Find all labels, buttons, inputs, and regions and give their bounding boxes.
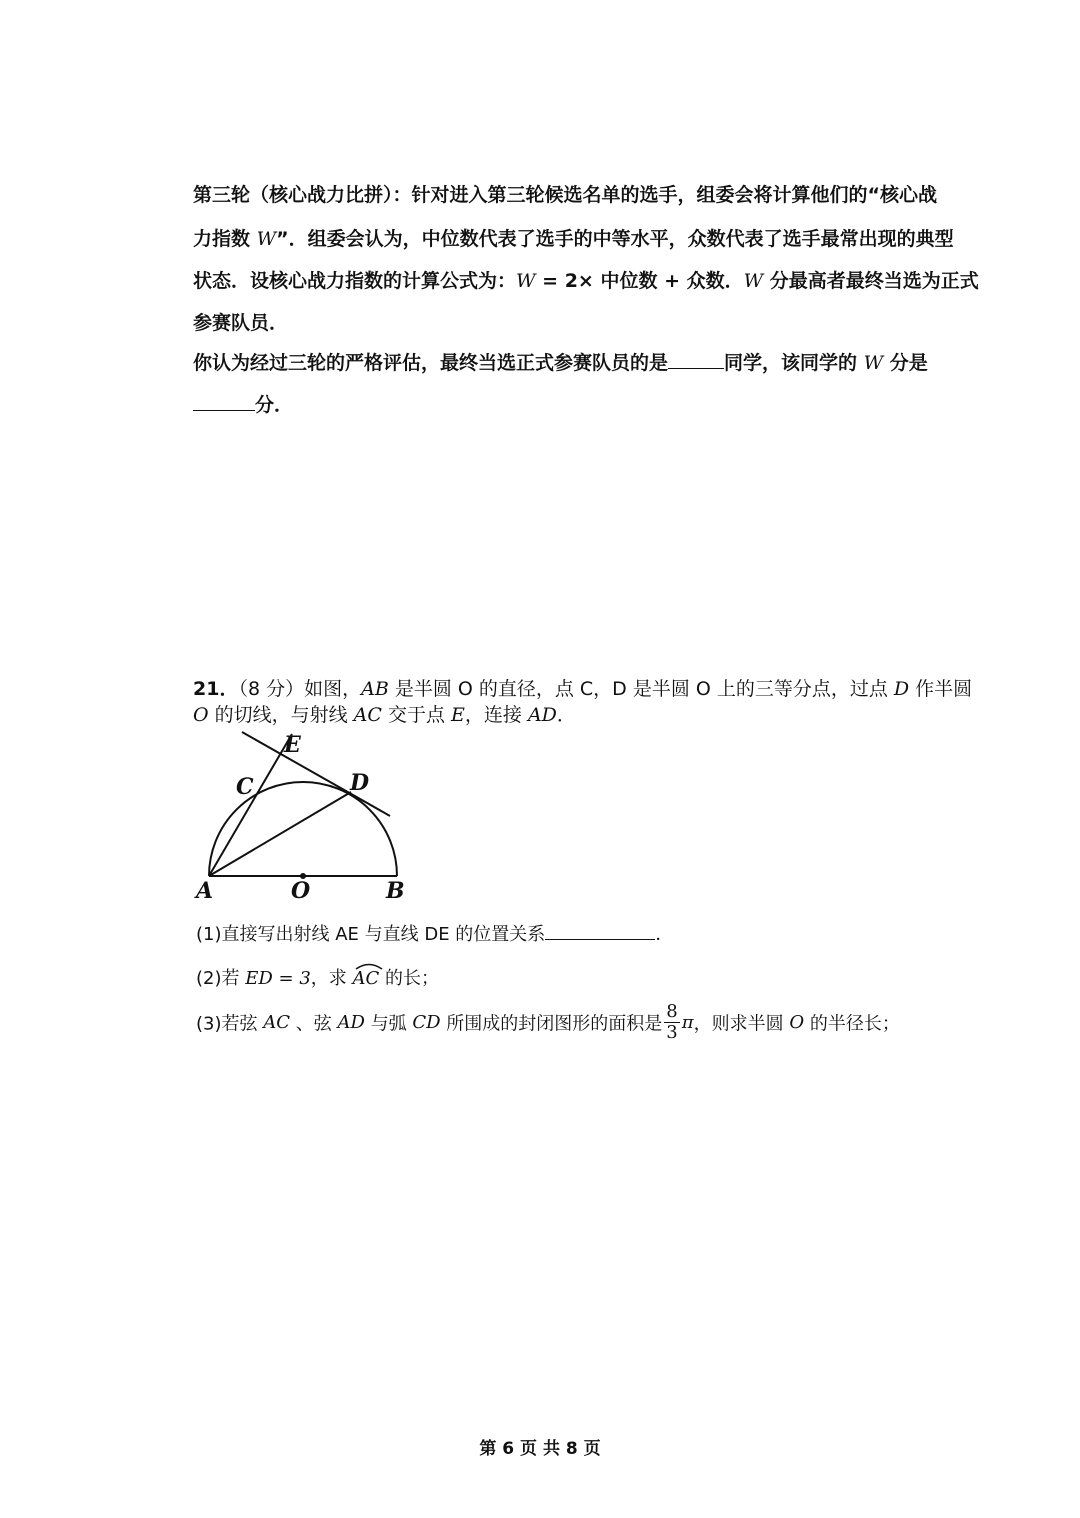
question-text: 你认为经过三轮的严格评估，最终当选正式参赛队员的是: [193, 352, 669, 374]
q21-part3: [196, 1002, 900, 1043]
q21-part1: [196, 920, 673, 946]
variable-w: W: [516, 270, 536, 292]
point-o: O: [789, 1012, 805, 1033]
q21-text: （8 分）如图，: [238, 678, 362, 700]
q21-text: 作半圆: [909, 678, 973, 700]
answer-blank-name[interactable]: [668, 350, 724, 369]
part3-text: 的半径长；: [804, 1013, 900, 1035]
part3-text: 所围成的封闭图形的面积是: [440, 1013, 663, 1035]
formula-text: = 2× 中位数 + 众数．: [535, 270, 744, 292]
round3-line4: [193, 308, 933, 335]
q21-intro-line1: [193, 674, 973, 701]
q21-text: 是半圆 O 的直径，点 C，D 是半圆 O 上的三等分点，过点: [388, 678, 894, 700]
label-b: B: [386, 878, 405, 904]
variable-w: W: [743, 270, 764, 292]
q21-part2: [196, 964, 439, 990]
point-e: E: [451, 704, 465, 726]
q21-text: ，连接: [464, 704, 528, 726]
label-a: A: [196, 878, 214, 904]
chord-ad: AD: [337, 1012, 365, 1033]
round3-text: 状态．设核心战力指数的计算公式为：: [193, 270, 517, 292]
round3-line3: [193, 266, 979, 293]
arc-ac-notation: [353, 968, 380, 989]
variable-w: W: [256, 228, 277, 250]
arc-cd: CD: [412, 1012, 441, 1033]
page-footer: 第 6 页 共 8 页: [479, 1439, 601, 1459]
question-text: 分是: [883, 352, 928, 374]
pi-symbol: π: [681, 1012, 694, 1033]
ray-ae: [209, 734, 292, 876]
round3-text: 力指数: [193, 228, 257, 250]
ray-ac: AC: [353, 704, 382, 726]
label-c: C: [236, 774, 254, 800]
fraction-numerator: 8: [666, 1001, 678, 1022]
arc-symbol-icon: [354, 962, 384, 970]
q21-intro-line2: [193, 700, 933, 727]
part2-text: (2)若: [196, 968, 246, 989]
question-text: 同学，该同学的: [724, 352, 864, 374]
part1-text: ．: [655, 924, 674, 945]
question-number: 21．: [193, 678, 239, 700]
part2-text: 的长；: [379, 968, 440, 989]
round3-text: 分最高者最终当选为正式: [763, 270, 979, 292]
point-o: O: [193, 704, 209, 726]
segment-ab: AB: [361, 678, 389, 700]
variable-w: W: [863, 352, 884, 374]
answer-blank-relation[interactable]: [545, 921, 655, 940]
q21-text: ．: [556, 704, 576, 726]
round3-question-line: [193, 348, 933, 375]
part1-text: (1)直接写出射线 AE 与直线 DE 的位置关系: [196, 924, 546, 945]
condition-ed: ED = 3: [245, 968, 311, 989]
round3-text: 参赛队员．: [193, 312, 289, 334]
round3-text: ”．组委会认为，中位数代表了选手的中等水平，众数代表了选手最常出现的典型: [276, 228, 954, 250]
label-e: E: [284, 732, 301, 758]
area-fraction: [664, 1002, 679, 1043]
segment-ad-line: [209, 792, 351, 876]
answer-blank-score[interactable]: [193, 392, 255, 411]
part3-text: ，则求半圆: [693, 1013, 790, 1035]
label-d: D: [350, 770, 370, 796]
arc-ac-label: AC: [352, 968, 380, 989]
chord-ac: AC: [263, 1012, 290, 1033]
part3-text: 与弧: [364, 1013, 413, 1035]
segment-ad: AD: [527, 704, 557, 726]
q21-text: 的切线，与射线: [208, 704, 354, 726]
q21-text: 交于点: [381, 704, 452, 726]
round3-text: 第三轮（核心战力比拼）：针对进入第三轮候选名单的选手，组委会将计算他们的“核心战: [193, 184, 937, 206]
part3-text: (3)若弦: [196, 1013, 264, 1035]
semicircle-figure: [190, 728, 420, 908]
question-text: 分．: [255, 394, 294, 416]
label-o: O: [291, 878, 311, 904]
part3-text: 、弦: [290, 1013, 338, 1035]
round3-score-line: [193, 390, 933, 417]
round3-line2: [193, 224, 954, 251]
round3-line1: [193, 180, 937, 207]
part2-text: ，求: [310, 968, 353, 989]
fraction-denominator: 3: [666, 1022, 678, 1043]
point-d: D: [893, 678, 910, 700]
